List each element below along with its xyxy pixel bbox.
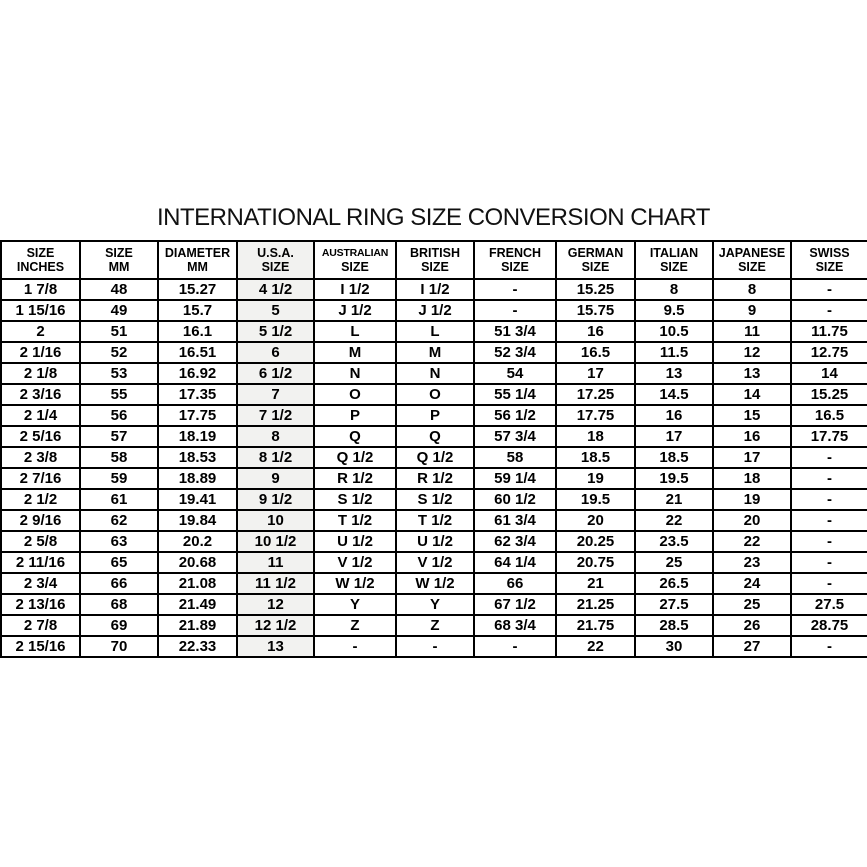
cell-german-size: 18 bbox=[556, 426, 635, 447]
cell-french-size: 67 1/2 bbox=[474, 594, 556, 615]
cell-british-size: V 1/2 bbox=[396, 552, 474, 573]
cell-size-inches: 2 7/16 bbox=[1, 468, 80, 489]
ring-size-conversion-table bbox=[0, 240, 867, 658]
cell-usa-size: 4 1/2 bbox=[237, 279, 314, 300]
cell-usa-size: 12 1/2 bbox=[237, 615, 314, 636]
cell-size-mm: 68 bbox=[80, 594, 158, 615]
cell-italian-size: 11.5 bbox=[635, 342, 713, 363]
cell-italian-size: 30 bbox=[635, 636, 713, 657]
header-line: MM bbox=[108, 260, 130, 274]
cell-german-size: 20.75 bbox=[556, 552, 635, 573]
table-row bbox=[1, 405, 867, 426]
cell-swiss-size: 28.75 bbox=[791, 615, 867, 636]
cell-size-mm: 63 bbox=[80, 531, 158, 552]
cell-german-size: 22 bbox=[556, 636, 635, 657]
cell-british-size: Q bbox=[396, 426, 474, 447]
cell-german-size: 17.75 bbox=[556, 405, 635, 426]
cell-british-size: I 1/2 bbox=[396, 279, 474, 300]
cell-german-size: 21 bbox=[556, 573, 635, 594]
cell-usa-size: 8 1/2 bbox=[237, 447, 314, 468]
cell-german-size: 17 bbox=[556, 363, 635, 384]
cell-usa-size: 7 1/2 bbox=[237, 405, 314, 426]
cell-australian-size: T 1/2 bbox=[314, 510, 396, 531]
cell-size-mm: 56 bbox=[80, 405, 158, 426]
cell-size-mm: 59 bbox=[80, 468, 158, 489]
header-row bbox=[1, 241, 867, 279]
cell-british-size: U 1/2 bbox=[396, 531, 474, 552]
header-line: GERMAN bbox=[567, 246, 624, 260]
cell-japanese-size: 17 bbox=[713, 447, 791, 468]
cell-australian-size: Q 1/2 bbox=[314, 447, 396, 468]
cell-size-inches: 2 15/16 bbox=[1, 636, 80, 657]
cell-size-mm: 58 bbox=[80, 447, 158, 468]
cell-diameter-mm: 22.33 bbox=[158, 636, 237, 657]
table-header bbox=[1, 241, 867, 279]
cell-size-inches: 2 7/8 bbox=[1, 615, 80, 636]
cell-size-inches: 2 3/16 bbox=[1, 384, 80, 405]
cell-british-size: O bbox=[396, 384, 474, 405]
header-line: FRENCH bbox=[488, 246, 542, 260]
cell-australian-size: S 1/2 bbox=[314, 489, 396, 510]
cell-french-size: 60 1/2 bbox=[474, 489, 556, 510]
cell-japanese-size: 23 bbox=[713, 552, 791, 573]
cell-swiss-size: - bbox=[791, 510, 867, 531]
cell-usa-size: 9 1/2 bbox=[237, 489, 314, 510]
cell-size-mm: 52 bbox=[80, 342, 158, 363]
cell-diameter-mm: 21.89 bbox=[158, 615, 237, 636]
cell-diameter-mm: 19.41 bbox=[158, 489, 237, 510]
table-row bbox=[1, 447, 867, 468]
cell-australian-size: Z bbox=[314, 615, 396, 636]
table-row bbox=[1, 615, 867, 636]
cell-british-size: Z bbox=[396, 615, 474, 636]
header-line: SIZE bbox=[26, 246, 55, 260]
cell-german-size: 21.75 bbox=[556, 615, 635, 636]
cell-swiss-size: 11.75 bbox=[791, 321, 867, 342]
cell-italian-size: 14.5 bbox=[635, 384, 713, 405]
cell-swiss-size: 15.25 bbox=[791, 384, 867, 405]
cell-australian-size: V 1/2 bbox=[314, 552, 396, 573]
cell-japanese-size: 12 bbox=[713, 342, 791, 363]
page-title: INTERNATIONAL RING SIZE CONVERSION CHART bbox=[157, 204, 710, 231]
cell-australian-size: P bbox=[314, 405, 396, 426]
cell-german-size: 15.75 bbox=[556, 300, 635, 321]
cell-british-size: N bbox=[396, 363, 474, 384]
header-line: SWISS bbox=[809, 246, 850, 260]
cell-swiss-size: 14 bbox=[791, 363, 867, 384]
cell-french-size: 61 3/4 bbox=[474, 510, 556, 531]
header-line: DIAMETER bbox=[164, 246, 231, 260]
cell-japanese-size: 24 bbox=[713, 573, 791, 594]
cell-british-size: M bbox=[396, 342, 474, 363]
cell-diameter-mm: 18.89 bbox=[158, 468, 237, 489]
header-line: ITALIAN bbox=[649, 246, 699, 260]
header-line: INCHES bbox=[16, 260, 65, 274]
cell-size-inches: 2 11/16 bbox=[1, 552, 80, 573]
header-line: JAPANESE bbox=[718, 246, 786, 260]
cell-german-size: 20 bbox=[556, 510, 635, 531]
cell-british-size: Y bbox=[396, 594, 474, 615]
cell-french-size: - bbox=[474, 636, 556, 657]
cell-german-size: 20.25 bbox=[556, 531, 635, 552]
cell-size-mm: 48 bbox=[80, 279, 158, 300]
cell-size-inches: 1 15/16 bbox=[1, 300, 80, 321]
header-line: MM bbox=[187, 260, 208, 274]
cell-italian-size: 17 bbox=[635, 426, 713, 447]
cell-swiss-size: - bbox=[791, 489, 867, 510]
table-row bbox=[1, 321, 867, 342]
cell-italian-size: 16 bbox=[635, 405, 713, 426]
cell-italian-size: 9.5 bbox=[635, 300, 713, 321]
cell-australian-size: U 1/2 bbox=[314, 531, 396, 552]
cell-usa-size: 11 1/2 bbox=[237, 573, 314, 594]
cell-size-mm: 51 bbox=[80, 321, 158, 342]
cell-swiss-size: - bbox=[791, 636, 867, 657]
table-row bbox=[1, 510, 867, 531]
cell-usa-size: 8 bbox=[237, 426, 314, 447]
cell-swiss-size: - bbox=[791, 573, 867, 594]
cell-german-size: 18.5 bbox=[556, 447, 635, 468]
cell-usa-size: 5 1/2 bbox=[237, 321, 314, 342]
cell-size-inches: 2 5/16 bbox=[1, 426, 80, 447]
cell-german-size: 16.5 bbox=[556, 342, 635, 363]
cell-size-mm: 57 bbox=[80, 426, 158, 447]
cell-british-size: Q 1/2 bbox=[396, 447, 474, 468]
cell-german-size: 16 bbox=[556, 321, 635, 342]
cell-size-inches: 2 1/2 bbox=[1, 489, 80, 510]
cell-italian-size: 8 bbox=[635, 279, 713, 300]
cell-swiss-size: - bbox=[791, 279, 867, 300]
cell-australian-size: J 1/2 bbox=[314, 300, 396, 321]
cell-french-size: 66 bbox=[474, 573, 556, 594]
cell-size-inches: 2 1/16 bbox=[1, 342, 80, 363]
cell-french-size: 64 1/4 bbox=[474, 552, 556, 573]
cell-usa-size: 6 bbox=[237, 342, 314, 363]
cell-french-size: - bbox=[474, 279, 556, 300]
cell-usa-size: 7 bbox=[237, 384, 314, 405]
cell-british-size: R 1/2 bbox=[396, 468, 474, 489]
cell-japanese-size: 15 bbox=[713, 405, 791, 426]
table-row bbox=[1, 279, 867, 300]
table-row bbox=[1, 531, 867, 552]
cell-italian-size: 26.5 bbox=[635, 573, 713, 594]
header-line: SIZE bbox=[341, 260, 369, 274]
cell-british-size: S 1/2 bbox=[396, 489, 474, 510]
table-row bbox=[1, 300, 867, 321]
cell-french-size: 57 3/4 bbox=[474, 426, 556, 447]
table-row bbox=[1, 594, 867, 615]
cell-german-size: 19.5 bbox=[556, 489, 635, 510]
cell-japanese-size: 22 bbox=[713, 531, 791, 552]
cell-french-size: 59 1/4 bbox=[474, 468, 556, 489]
cell-diameter-mm: 21.08 bbox=[158, 573, 237, 594]
cell-australian-size: N bbox=[314, 363, 396, 384]
header-line: SIZE bbox=[660, 260, 688, 274]
col-header-diameter-mm bbox=[158, 241, 237, 279]
cell-australian-size: W 1/2 bbox=[314, 573, 396, 594]
cell-usa-size: 13 bbox=[237, 636, 314, 657]
cell-italian-size: 23.5 bbox=[635, 531, 713, 552]
cell-italian-size: 10.5 bbox=[635, 321, 713, 342]
cell-diameter-mm: 16.92 bbox=[158, 363, 237, 384]
cell-diameter-mm: 16.1 bbox=[158, 321, 237, 342]
cell-australian-size: M bbox=[314, 342, 396, 363]
table-row bbox=[1, 552, 867, 573]
cell-swiss-size: - bbox=[791, 447, 867, 468]
cell-usa-size: 9 bbox=[237, 468, 314, 489]
cell-italian-size: 19.5 bbox=[635, 468, 713, 489]
cell-italian-size: 28.5 bbox=[635, 615, 713, 636]
cell-size-mm: 66 bbox=[80, 573, 158, 594]
cell-japanese-size: 25 bbox=[713, 594, 791, 615]
col-header-australian-size bbox=[314, 241, 396, 279]
cell-australian-size: L bbox=[314, 321, 396, 342]
cell-size-mm: 53 bbox=[80, 363, 158, 384]
cell-british-size: W 1/2 bbox=[396, 573, 474, 594]
cell-australian-size: R 1/2 bbox=[314, 468, 396, 489]
header-line: SIZE bbox=[581, 260, 610, 274]
cell-italian-size: 27.5 bbox=[635, 594, 713, 615]
table-row bbox=[1, 363, 867, 384]
col-header-italian-size bbox=[635, 241, 713, 279]
cell-size-inches: 2 1/4 bbox=[1, 405, 80, 426]
cell-french-size: 55 1/4 bbox=[474, 384, 556, 405]
cell-size-mm: 65 bbox=[80, 552, 158, 573]
col-header-usa-size bbox=[237, 241, 314, 279]
cell-size-mm: 70 bbox=[80, 636, 158, 657]
col-header-size-inches bbox=[1, 241, 80, 279]
cell-size-mm: 49 bbox=[80, 300, 158, 321]
cell-size-inches: 2 3/4 bbox=[1, 573, 80, 594]
cell-french-size: 51 3/4 bbox=[474, 321, 556, 342]
cell-swiss-size: - bbox=[791, 468, 867, 489]
cell-italian-size: 13 bbox=[635, 363, 713, 384]
cell-japanese-size: 9 bbox=[713, 300, 791, 321]
cell-diameter-mm: 15.27 bbox=[158, 279, 237, 300]
cell-swiss-size: - bbox=[791, 300, 867, 321]
cell-french-size: 56 1/2 bbox=[474, 405, 556, 426]
header-line: SIZE bbox=[501, 260, 529, 274]
cell-size-inches: 2 1/8 bbox=[1, 363, 80, 384]
cell-swiss-size: - bbox=[791, 552, 867, 573]
cell-japanese-size: 16 bbox=[713, 426, 791, 447]
cell-japanese-size: 27 bbox=[713, 636, 791, 657]
cell-size-inches: 2 3/8 bbox=[1, 447, 80, 468]
cell-swiss-size: 27.5 bbox=[791, 594, 867, 615]
cell-french-size: 62 3/4 bbox=[474, 531, 556, 552]
cell-size-inches: 2 5/8 bbox=[1, 531, 80, 552]
table-row bbox=[1, 489, 867, 510]
cell-italian-size: 18.5 bbox=[635, 447, 713, 468]
cell-diameter-mm: 18.19 bbox=[158, 426, 237, 447]
cell-diameter-mm: 18.53 bbox=[158, 447, 237, 468]
col-header-size-mm bbox=[80, 241, 158, 279]
cell-german-size: 19 bbox=[556, 468, 635, 489]
cell-british-size: T 1/2 bbox=[396, 510, 474, 531]
cell-japanese-size: 11 bbox=[713, 321, 791, 342]
cell-size-inches: 1 7/8 bbox=[1, 279, 80, 300]
cell-usa-size: 12 bbox=[237, 594, 314, 615]
cell-italian-size: 22 bbox=[635, 510, 713, 531]
cell-french-size: 68 3/4 bbox=[474, 615, 556, 636]
cell-diameter-mm: 19.84 bbox=[158, 510, 237, 531]
cell-usa-size: 5 bbox=[237, 300, 314, 321]
cell-australian-size: Q bbox=[314, 426, 396, 447]
cell-japanese-size: 13 bbox=[713, 363, 791, 384]
col-header-british-size bbox=[396, 241, 474, 279]
cell-usa-size: 10 1/2 bbox=[237, 531, 314, 552]
cell-size-mm: 62 bbox=[80, 510, 158, 531]
header-line: SIZE bbox=[105, 246, 133, 260]
col-header-french-size bbox=[474, 241, 556, 279]
header-line: BRITISH bbox=[410, 246, 460, 260]
cell-japanese-size: 14 bbox=[713, 384, 791, 405]
table-row bbox=[1, 468, 867, 489]
cell-japanese-size: 18 bbox=[713, 468, 791, 489]
cell-italian-size: 25 bbox=[635, 552, 713, 573]
cell-diameter-mm: 20.68 bbox=[158, 552, 237, 573]
cell-japanese-size: 20 bbox=[713, 510, 791, 531]
cell-british-size: P bbox=[396, 405, 474, 426]
cell-french-size: 52 3/4 bbox=[474, 342, 556, 363]
table-row bbox=[1, 573, 867, 594]
cell-australian-size: O bbox=[314, 384, 396, 405]
cell-size-inches: 2 13/16 bbox=[1, 594, 80, 615]
cell-diameter-mm: 17.75 bbox=[158, 405, 237, 426]
col-header-german-size bbox=[556, 241, 635, 279]
cell-size-mm: 61 bbox=[80, 489, 158, 510]
cell-german-size: 15.25 bbox=[556, 279, 635, 300]
header-line: SIZE bbox=[815, 260, 844, 274]
cell-usa-size: 11 bbox=[237, 552, 314, 573]
cell-australian-size: I 1/2 bbox=[314, 279, 396, 300]
table-body bbox=[1, 279, 867, 657]
header-line: SIZE bbox=[421, 260, 449, 274]
header-line: SIZE bbox=[738, 260, 766, 274]
cell-diameter-mm: 17.35 bbox=[158, 384, 237, 405]
cell-british-size: J 1/2 bbox=[396, 300, 474, 321]
cell-swiss-size: 12.75 bbox=[791, 342, 867, 363]
cell-french-size: 58 bbox=[474, 447, 556, 468]
cell-german-size: 21.25 bbox=[556, 594, 635, 615]
cell-australian-size: Y bbox=[314, 594, 396, 615]
header-line: AUSTRALIAN bbox=[321, 247, 389, 259]
cell-swiss-size: 16.5 bbox=[791, 405, 867, 426]
table-row bbox=[1, 342, 867, 363]
cell-swiss-size: - bbox=[791, 531, 867, 552]
header-line: SIZE bbox=[261, 260, 290, 274]
table-row bbox=[1, 384, 867, 405]
cell-japanese-size: 8 bbox=[713, 279, 791, 300]
cell-japanese-size: 19 bbox=[713, 489, 791, 510]
cell-british-size: - bbox=[396, 636, 474, 657]
cell-british-size: L bbox=[396, 321, 474, 342]
cell-diameter-mm: 21.49 bbox=[158, 594, 237, 615]
cell-french-size: - bbox=[474, 300, 556, 321]
cell-diameter-mm: 15.7 bbox=[158, 300, 237, 321]
cell-size-inches: 2 9/16 bbox=[1, 510, 80, 531]
table-row bbox=[1, 426, 867, 447]
cell-size-mm: 55 bbox=[80, 384, 158, 405]
cell-australian-size: - bbox=[314, 636, 396, 657]
cell-french-size: 54 bbox=[474, 363, 556, 384]
cell-size-mm: 69 bbox=[80, 615, 158, 636]
table-row bbox=[1, 636, 867, 657]
col-header-swiss-size bbox=[791, 241, 867, 279]
cell-size-inches: 2 bbox=[1, 321, 80, 342]
cell-japanese-size: 26 bbox=[713, 615, 791, 636]
cell-italian-size: 21 bbox=[635, 489, 713, 510]
header-line: U.S.A. bbox=[257, 246, 294, 260]
cell-diameter-mm: 20.2 bbox=[158, 531, 237, 552]
col-header-japanese-size bbox=[713, 241, 791, 279]
cell-usa-size: 6 1/2 bbox=[237, 363, 314, 384]
cell-diameter-mm: 16.51 bbox=[158, 342, 237, 363]
cell-swiss-size: 17.75 bbox=[791, 426, 867, 447]
cell-usa-size: 10 bbox=[237, 510, 314, 531]
cell-german-size: 17.25 bbox=[556, 384, 635, 405]
